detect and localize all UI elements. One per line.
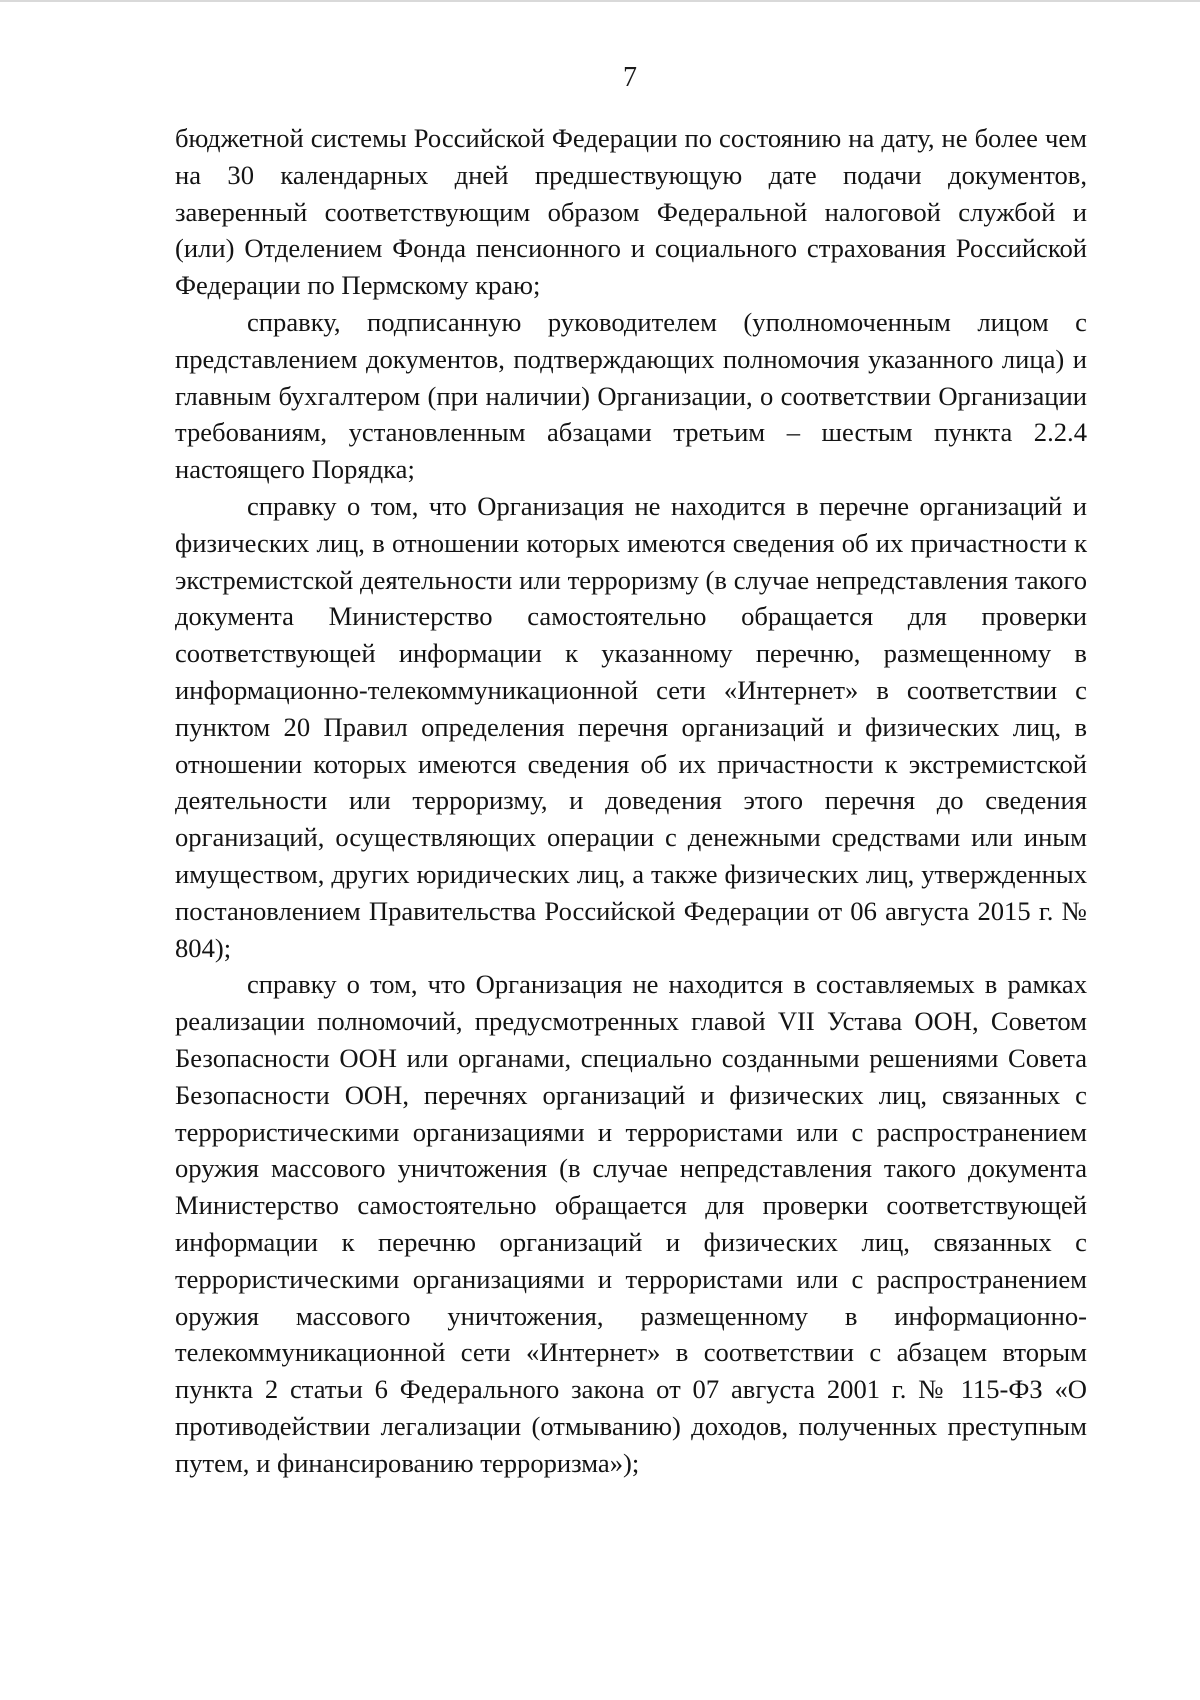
scan-top-edge [0,0,1200,2]
paragraph-budget-system-continuation: бюджетной системы Российской Федерации по состоянию на дату, не более чем на 30 календарных дней предшествующую дате подачи документов, заверенный соответствующим образом Федеральной налоговой службой и (или) Отделением Фонда пенсионного и социального страхования Российской Федерации по Пермскому краю; [175,123,1087,301]
page-number: 7 [623,62,637,93]
paragraph-certificate-extremism-list: справку о том, что Организация не находится в перечне организаций и физических лиц, в отношении которых имеются сведения об их причастности к экстремистской деятельности или терроризму (в случае непредставления такого документа Министерство самостоятельно обращается для проверки соответствующей информации к указанному перечню, размещенному в информационно-телекоммуникационной сети «Интернет» в соответствии с пунктом 20 Правил определения перечня организаций и физических лиц, в отношении которых имеются сведения об их причастности к экстремистской деятельности или терроризму, и доведения этого перечня до сведения организаций, осуществляющих операции с денежными средствами или иным имуществом, других юридических лиц, а также физических лиц, утвержденных постановлением Правительства Российской Федерации от 06 августа 2015 г. № 804); [175,490,1087,963]
paragraph-certificate-un-lists: справку о том, что Организация не находится в составляемых в рамках реализации полномочий, предусмотренных главой VII Устава ООН, Советом Безопасности ООН или органами, специально созданными решениями Совета Безопасности ООН, перечнях организаций и физических лиц, связанных с террористическими организациями и террористами или с распространением оружия массового уничтожения (в случае непредставления такого документа Министерство самостоятельно обращается для проверки соответствующей информации к перечню организаций и физических лиц, связанных с террористическими организациями и террористами или с распространением оружия массового уничтожения, размещенному в информационно-телекоммуникационной сети «Интернет» в соответствии с абзацем вторым пункта 2 статьи 6 Федерального закона от 07 августа 2001 г. № 115-ФЗ «О противодействии легализации (отмыванию) доходов, полученных преступным путем, и финансированию терроризма»); [175,969,1087,1478]
document-body [175,120,1087,1481]
paragraph-certificate-signed-by-head: справку, подписанную руководителем (уполномоченным лицом с представлением документов, подтверждающих полномочия указанного лица) и главным бухгалтером (при наличии) Организации, о соответствии Организации требованиям, установленным абзацами третьим – шестым пункта 2.2.4 настоящего Порядка; [175,306,1087,485]
